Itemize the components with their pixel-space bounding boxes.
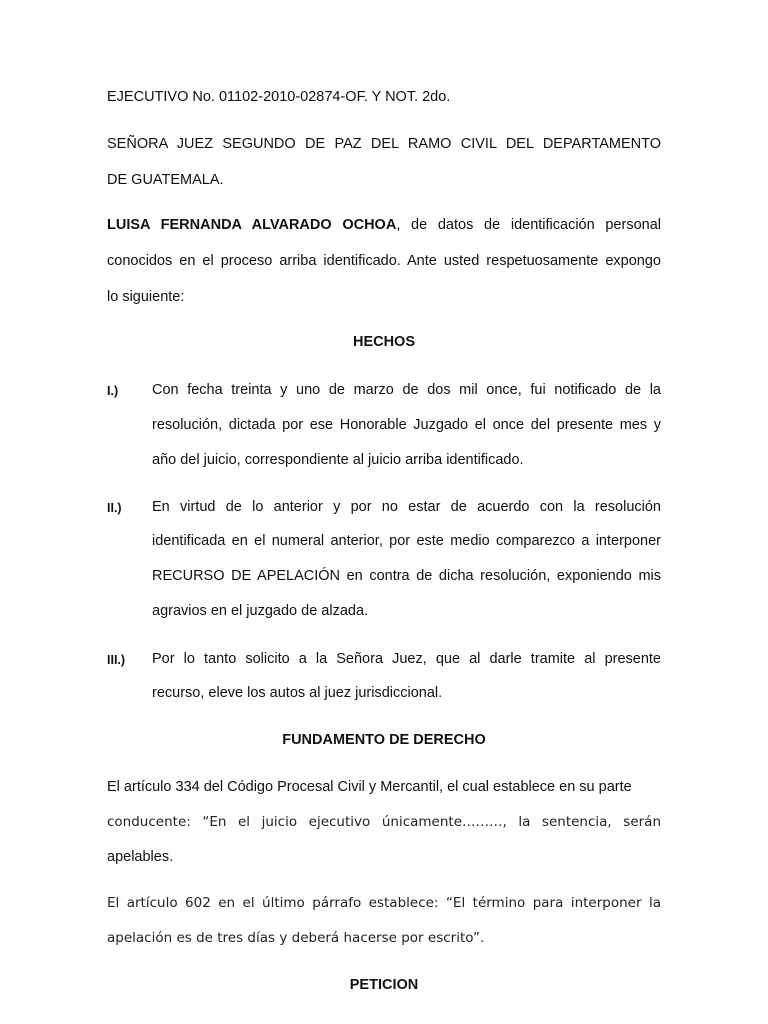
peticion-heading: PETICION	[349, 977, 419, 993]
fundamento-para1-line-1: El artículo 334 del Código Procesal Civil y Mercantil, el cual establece en su parte	[107, 779, 632, 795]
item-2-line-2: identificada en el numeral anterior, por este medio comparezco a interponer	[152, 533, 661, 549]
item-number-1: I.)	[107, 384, 119, 398]
item-number-3: III.)	[107, 653, 126, 667]
intro-line-1	[107, 216, 661, 234]
addressee-line-2: DE GUATEMALA.	[107, 172, 224, 188]
case-number: EJECUTIVO No. 01102-2010-02874-OF. Y NOT. 2do.	[107, 89, 451, 105]
item-2-line-3: RECURSO DE APELACIÓN en contra de dicha resolución, exponiendo mis	[152, 568, 661, 584]
intro-line-1-rest: , de datos de identificación personal	[396, 217, 661, 233]
fundamento-para2-line-1: El artículo 602 en el último párrafo establece: “El término para interponer la	[107, 895, 661, 911]
petitioner-name: LUISA FERNANDA ALVARADO OCHOA	[107, 217, 397, 233]
addressee-line-1: SEÑORA JUEZ SEGUNDO DE PAZ DEL RAMO CIVIL DEL DEPARTAMENTO	[107, 136, 661, 152]
fundamento-para1-line-3: apelables.	[107, 849, 174, 865]
item-3-line-1: Por lo tanto solicito a la Señora Juez, que al darle tramite al presente	[152, 651, 661, 667]
item-2-line-4: agravios en el juzgado de alzada.	[152, 603, 369, 619]
item-1-line-1: Con fecha treinta y uno de marzo de dos mil once, fui notificado de la	[152, 382, 661, 398]
item-3-line-2: recurso, eleve los autos al juez jurisdiccional.	[152, 685, 443, 701]
item-number-2: II.)	[107, 501, 122, 515]
fundamento-para1-line-2: conducente: “En el juicio ejecutivo únicamente………, la sentencia, serán	[107, 814, 661, 830]
item-1-line-3: año del juicio, correspondiente al juicio arriba identificado.	[152, 452, 524, 468]
fundamento-heading: FUNDAMENTO DE DERECHO	[282, 732, 486, 748]
item-1-line-2: resolución, dictada por ese Honorable Juzgado el once del presente mes y	[152, 417, 661, 433]
hechos-heading: HECHOS	[352, 334, 416, 350]
intro-line-2: conocidos en el proceso arriba identificado. Ante usted respetuosamente expongo	[107, 253, 661, 269]
item-2-line-1: En virtud de lo anterior y por no estar de acuerdo con la resolución	[152, 499, 661, 515]
fundamento-para2-line-2: apelación es de tres días y deberá hacerse por escrito”.	[107, 930, 485, 946]
intro-line-3: lo siguiente:	[107, 289, 185, 305]
